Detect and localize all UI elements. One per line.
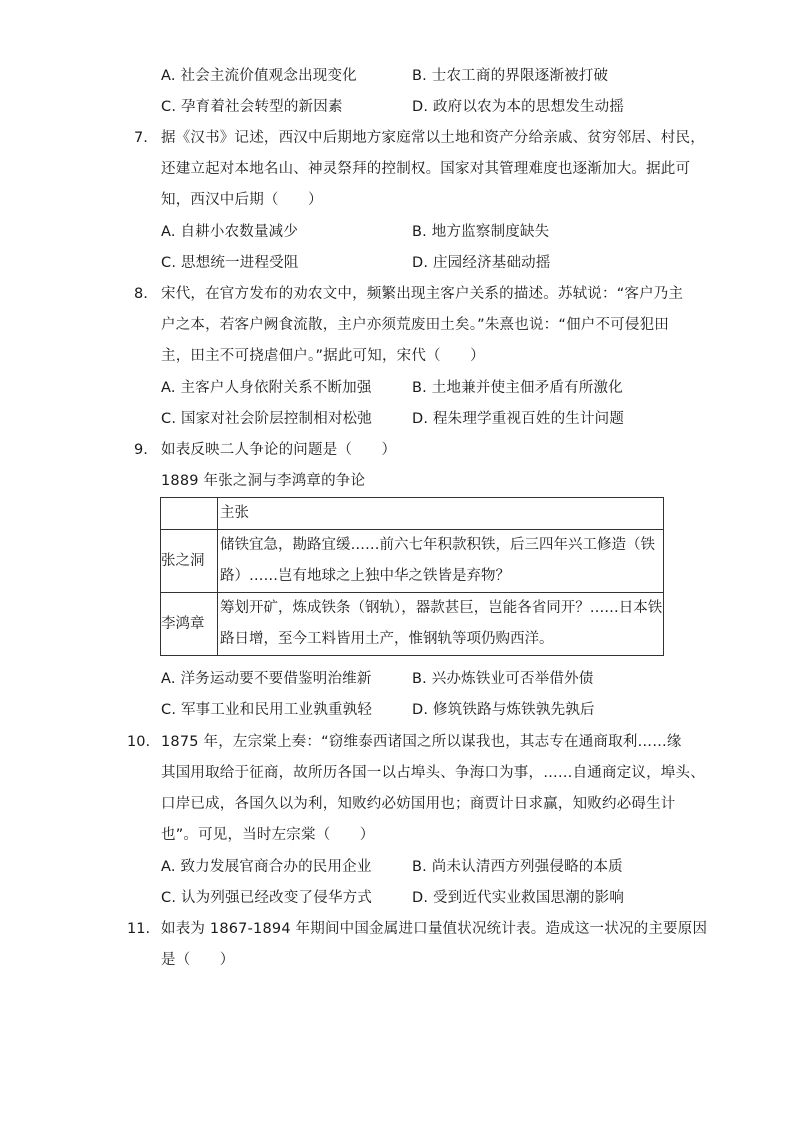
q9-option-d[interactable]: D. 修筑铁路与炼铁孰先孰后 xyxy=(412,702,595,718)
q10-number: 10. xyxy=(127,734,151,750)
q11-number: 11. xyxy=(127,921,151,937)
q9-debate-table xyxy=(160,497,664,656)
table-cell-position xyxy=(218,530,664,593)
q10-stem-line-1: 1875 年，左宗棠上奏：“窃维泰西诸国之所以谋我也，其志专在通商取利……缘 xyxy=(161,734,682,750)
q7-stem-line-1: 据《汉书》记述，西汉中后期地方家庭常以土地和资产分给亲戚、贫穷邻居、村民， xyxy=(161,130,705,146)
q10-stem-line-3: 口岸已成，各国久以为利，知败约必妨国用也；商贾计日求赢，知败约必碍生计 xyxy=(161,796,676,812)
q10-option-a[interactable]: A. 致力发展官商合办的民用企业 xyxy=(161,859,372,875)
q7-stem-line-2: 还建立起对本地名山、神灵祭拜的控制权。国家对其管理难度也逐渐加大。据此可 xyxy=(161,161,691,177)
q9-table-caption: 1889 年张之洞与李鸿章的争论 xyxy=(161,473,366,489)
q10-option-b[interactable]: B. 尚未认清西方列强侵略的本质 xyxy=(412,859,623,875)
table-row xyxy=(161,593,664,656)
q7-option-d[interactable]: D. 庄园经济基础动摇 xyxy=(412,255,551,271)
q8-option-b[interactable]: B. 土地兼并使主佃矛盾有所激化 xyxy=(412,380,623,396)
q7-option-b[interactable]: B. 地方监察制度缺失 xyxy=(412,224,550,240)
table-cell-line: 路日增，至今工料皆用土产，惟钢轨等项仍购西洋。 xyxy=(220,631,554,647)
table-header-row xyxy=(161,498,664,530)
q7-stem-line-3: 知，西汉中后期（ ） xyxy=(161,192,323,208)
table-row xyxy=(161,530,664,593)
table-cell-line: 筹划开矿，炼成铁条（钢轨），器款甚巨，岂能各省同开？……日本铁 xyxy=(220,600,663,616)
q8-stem-line-1: 宋代，在官方发布的劝农文中，频繁出现主客户关系的描述。苏轼说：“客户乃主 xyxy=(161,286,684,302)
q7-option-a[interactable]: A. 自耕小农数量减少 xyxy=(161,224,299,240)
table-cell-line: 路）……岂有地球之上独中华之铁皆是弃物？ xyxy=(220,568,510,584)
q10-stem-line-4: 也”。可见，当时左宗棠（ ） xyxy=(161,827,375,843)
table-header-cell-empty xyxy=(161,498,218,530)
q11-stem-line-2: 是（ ） xyxy=(161,952,235,968)
q9-option-c[interactable]: C. 军事工业和民用工业孰重孰轻 xyxy=(161,702,373,718)
q7-number: 7. xyxy=(134,130,148,146)
q8-option-d[interactable]: D. 程朱理学重视百姓的生计问题 xyxy=(412,411,625,427)
q8-stem-line-3: 主，田主不可挠虐佃户。”据此可知，宋代（ ） xyxy=(161,348,485,364)
q6-option-c[interactable]: C. 孕育着社会转型的新因素 xyxy=(161,99,343,115)
q8-stem-line-2: 户之本，若客户阙食流散，主户亦须荒废田土矣。”朱熹也说：“佃户不可侵犯田 xyxy=(161,317,669,333)
q9-option-a[interactable]: A. 洋务运动要不要借鉴明治维新 xyxy=(161,671,372,687)
q10-stem-line-2: 其国用取给于征商，故所历各国一以占埠头、争海口为事，……自通商定议，埠头、 xyxy=(161,765,705,781)
q8-number: 8. xyxy=(134,286,148,302)
q8-option-c[interactable]: C. 国家对社会阶层控制相对松弛 xyxy=(161,411,373,427)
q8-option-a[interactable]: A. 主客户人身依附关系不断加强 xyxy=(161,380,372,396)
q9-stem: 如表反映二人争论的问题是（ ） xyxy=(161,442,397,458)
q11-stem-line-1: 如表为 1867-1894 年期间中国金属进口量值状况统计表。造成这一状况的主要原因 xyxy=(161,921,708,937)
q6-option-b[interactable]: B. 士农工商的界限逐渐被打破 xyxy=(412,68,609,84)
table-cell-line: 储铁宜急，勘路宜缓……前六七年积款积铁，后三四年兴工修造（铁 xyxy=(220,537,655,553)
q6-option-a[interactable]: A. 社会主流价值观念出现变化 xyxy=(161,68,357,84)
q10-option-c[interactable]: C. 认为列强已经改变了侵华方式 xyxy=(161,890,373,906)
q9-option-b[interactable]: B. 兴办炼铁业可否举借外债 xyxy=(412,671,594,687)
q10-option-d[interactable]: D. 受到近代实业救国思潮的影响 xyxy=(412,890,625,906)
table-cell-name: 张之洞 xyxy=(161,530,218,593)
q6-option-d[interactable]: D. 政府以农为本的思想发生动摇 xyxy=(412,99,625,115)
table-cell-position xyxy=(218,593,664,656)
q7-option-c[interactable]: C. 思想统一进程受阻 xyxy=(161,255,299,271)
table-cell-name: 李鸿章 xyxy=(161,593,218,656)
q9-number: 9. xyxy=(134,442,148,458)
table-header-cell-position: 主张 xyxy=(218,498,664,530)
